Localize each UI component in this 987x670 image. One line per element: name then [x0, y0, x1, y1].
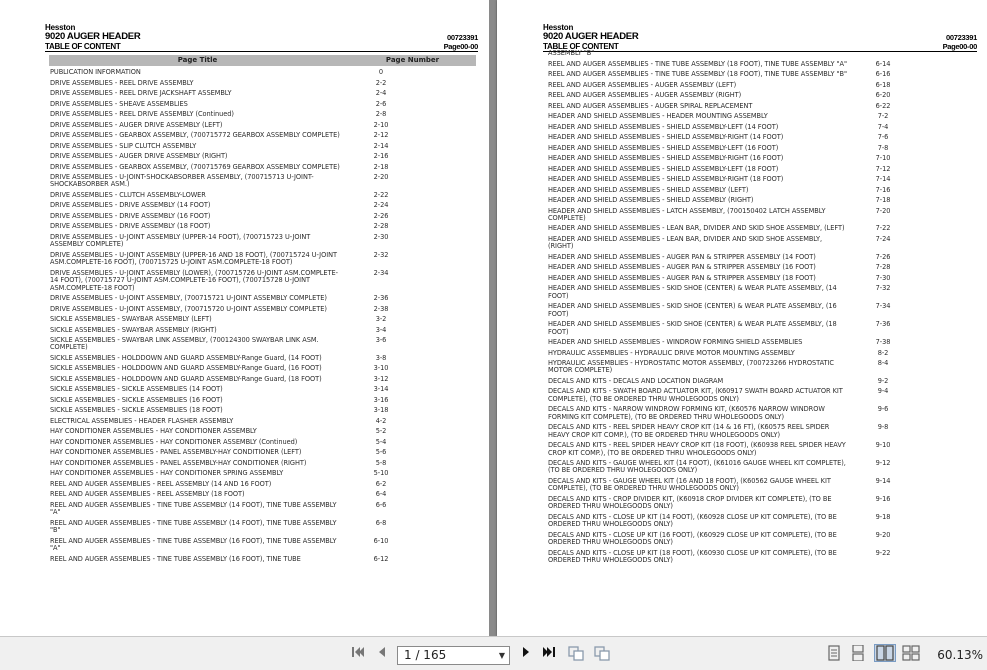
toc-row-page: 2-22 [373, 190, 389, 199]
toc-row-title: SICKLE ASSEMBLIES - HOLDDOWN AND GUARD ASSEMBLY-Range Guard, (16 FOOT) [50, 364, 322, 373]
toc-row-page: 2-16 [373, 152, 389, 160]
toc-row-page: 2-12 [373, 131, 389, 139]
toc-row-title: DRIVE ASSEMBLIES - REEL DRIVE JACKSHAFT ASSEMBLY [50, 89, 232, 97]
doc-number: 00723391 [447, 33, 478, 42]
toc-row[interactable] [0, 538, 489, 556]
toc-row-title: DRIVE ASSEMBLIES - CLUTCH ASSEMBLY-LOWER [50, 190, 206, 199]
toc-row-title: DRIVE ASSEMBLIES - AUGER DRIVE ASSEMBLY (RIGHT) [50, 152, 228, 160]
toc-row[interactable] [497, 406, 987, 424]
toc-row[interactable] [497, 496, 987, 514]
toc-row-title: REEL AND AUGER ASSEMBLIES - TINE TUBE ASSEMBLY (16 FOOT), TINE TUBE [50, 554, 301, 563]
document-title-right: 9020 AUGER HEADER [543, 31, 639, 42]
toc-row-page: 2-36 [373, 294, 389, 303]
toc-row-title: HYDRAULIC ASSEMBLIES - HYDRAULIC DRIVE MOTOR MOUNTING ASSEMBLY [548, 348, 795, 357]
toc-row-title: HEADER AND SHIELD ASSEMBLIES - HEADER MOUNTING ASSEMBLY [548, 112, 768, 120]
toc-row-page: 8-2 [877, 348, 889, 357]
toc-row-title: DECALS AND KITS - NARROW WINDROW FORMING KIT, (K60576 NARROW WINDROW FORMING KIT COMPLETE), (TO BE ORDERED THRU WHOLEGOODS ONLY) [548, 405, 825, 421]
toc-row[interactable] [497, 134, 987, 145]
toc-row-title: HEADER AND SHIELD ASSEMBLIES - AUGER PAN & STRIPPER ASSEMBLY (14 FOOT) [548, 252, 816, 261]
toc-row-page: 7-22 [875, 224, 891, 233]
toc-row[interactable] [497, 236, 987, 254]
toc-row-title: HEADER AND SHIELD ASSEMBLIES - AUGER PAN & STRIPPER ASSEMBLY (16 FOOT) [548, 263, 816, 272]
toc-row-title: DECALS AND KITS - CROP DIVIDER KIT, (K60918 CROP DIVIDER KIT COMPLETE), (TO BE ORDERED THRU WHOLEGOODS ONLY) [548, 494, 832, 511]
toc-row-page: 3-6 [375, 336, 387, 345]
toc-row-title: DRIVE ASSEMBLIES - DRIVE ASSEMBLY (18 FOOT) [50, 222, 211, 231]
toc-row[interactable] [0, 132, 489, 143]
toc-row-page: 2-32 [373, 250, 389, 259]
toc-row-page: 7-8 [877, 143, 889, 152]
toc-row-page: 5-8 [375, 458, 387, 467]
toc-row-page: 7-24 [875, 234, 891, 243]
toc-row-title: HAY CONDITIONER ASSEMBLIES - HAY CONDITIONER SPRING ASSEMBLY [50, 469, 284, 478]
toc-row-page: 6-20 [875, 91, 891, 99]
prev-page-icon[interactable] [374, 645, 390, 661]
toc-row-title: DECALS AND KITS - GAUGE WHEEL KIT (16 AND 18 FOOT), (K60562 GAUGE WHEEL KIT COMPLETE), (TO BE ORDERED THRU WHOLEGOODS ONLY) [548, 476, 831, 493]
toc-row-page: 7-4 [877, 122, 889, 131]
toc-row-title: DECALS AND KITS - CLOSE UP KIT (14 FOOT), (K60928 CLOSE UP KIT COMPLETE), (TO BE ORDERED THRU WHOLEGOODS ONLY) [548, 512, 837, 529]
toc-row[interactable] [497, 303, 987, 321]
toc-row[interactable] [497, 321, 987, 339]
toc-row[interactable] [0, 337, 489, 355]
toc-row-page: 9-8 [877, 423, 889, 432]
toc-heading-right: TABLE OF CONTENT [543, 42, 619, 51]
toc-row-page: 2-34 [373, 268, 389, 277]
toc-row-title: DRIVE ASSEMBLIES - U-JOINT ASSEMBLY (UPPER-14 FOOT), (700715723 U-JOINT ASSEMBLY COMPLETE) [50, 232, 311, 249]
brand-name: Hesston [45, 23, 76, 32]
toc-row-title: DRIVE ASSEMBLIES - U-JOINT-SHOCKABSORBER ASSEMBLY, (700715713 U-JOINT-SHOCKABSORBER ASM.) [50, 173, 314, 189]
toc-row-page: 9-4 [877, 387, 889, 396]
toc-row-page [858, 50, 908, 57]
toc-row-title: SICKLE ASSEMBLIES - SWAYBAR LINK ASSEMBLY, (700124300 SWAYBAR LINK ASM. COMPLETE) [50, 336, 319, 352]
toc-row-title: DECALS AND KITS - GAUGE WHEEL KIT (14 FOOT), (K61016 GAUGE WHEEL KIT COMPLETE), (TO BE ORDERED THRU WHOLEGOODS ONLY) [548, 459, 846, 475]
toc-row-page: 8-4 [877, 359, 889, 368]
toc-row[interactable] [0, 69, 489, 80]
toc-row-title: DRIVE ASSEMBLIES - U-JOINT ASSEMBLY (LOWER), (700715726 U-JOINT ASM.COMPLETE-14 FOOT), (700715727 U-JOINT ASM.COMPLETE-16 FOOT), (700715728 U-JOINT ASM.COMPLETE-18 FOOT) [50, 268, 338, 292]
toc-row-page: 7-18 [875, 196, 891, 204]
toc-row[interactable] [497, 285, 987, 303]
toc-row-page: 2-10 [373, 120, 389, 129]
toc-row-page: 6-18 [875, 80, 891, 89]
toc-row-page: 7-26 [875, 252, 891, 261]
toc-row-title: DECALS AND KITS - SWATH BOARD ACTUATOR KIT, (K60917 SWATH BOARD ACTUATOR KIT COMPLETE), (TO BE ORDERED THRU WHOLEGOODS ONLY) [548, 387, 843, 403]
toc-row-page: 7-36 [875, 320, 891, 329]
toc-row[interactable] [497, 113, 987, 124]
chevron-down-icon[interactable]: ▼ [498, 651, 505, 660]
toc-row-title: DRIVE ASSEMBLIES - U-JOINT ASSEMBLY, (700715721 U-JOINT ASSEMBLY COMPLETE) [50, 294, 327, 303]
toc-row-title: DRIVE ASSEMBLIES - REEL DRIVE ASSEMBLY (Continued) [50, 110, 234, 118]
toc-row-page: 2-30 [373, 232, 389, 241]
toc-row-page: 5-6 [375, 448, 387, 457]
page-number-value: 1 / 165 [404, 648, 447, 662]
toc-row-title: DRIVE ASSEMBLIES - GEARBOX ASSEMBLY, (700715769 GEARBOX ASSEMBLY COMPLETE) [50, 162, 340, 171]
toc-row[interactable] [0, 111, 489, 122]
toc-row-page: 3-12 [373, 374, 389, 383]
toc-row-page: 7-28 [875, 263, 891, 272]
toc-row-page: 3-18 [373, 406, 389, 415]
toc-row-title: REEL AND AUGER ASSEMBLIES - TINE TUBE ASSEMBLY (18 FOOT), TINE TUBE ASSEMBLY "B" [548, 70, 847, 78]
toc-row-title: REEL AND AUGER ASSEMBLIES - TINE TUBE ASSEMBLY (14 FOOT), TINE TUBE ASSEMBLY "B" [50, 518, 337, 535]
toc-row-page: 3-10 [373, 364, 389, 373]
toc-row-page: 9-2 [877, 376, 889, 385]
toc-row-title: REEL AND AUGER ASSEMBLIES - TINE TUBE ASSEMBLY (14 FOOT), TINE TUBE ASSEMBLY "A" [50, 500, 337, 517]
toc-row-page: 2-6 [375, 99, 387, 108]
document-title: 9020 AUGER HEADER [45, 31, 141, 42]
toc-row-page: 9-20 [875, 530, 891, 539]
toc-row-title: DRIVE ASSEMBLIES - REEL DRIVE ASSEMBLY [50, 78, 194, 87]
toc-row-page: 7-12 [875, 164, 891, 173]
toc-row-page: 2-14 [373, 141, 389, 150]
toc-row-page: 7-32 [875, 284, 891, 293]
toc-row-page: 6-2 [375, 479, 387, 488]
toc-row-page: 9-18 [875, 512, 891, 521]
page-right [497, 0, 987, 636]
toc-row-page: 3-8 [375, 353, 387, 362]
toc-row-page: 7-10 [875, 154, 891, 162]
toc-row-page: 6-22 [875, 101, 891, 110]
toc-row-title: DRIVE ASSEMBLIES - GEARBOX ASSEMBLY, (700715772 GEARBOX ASSEMBLY COMPLETE) [50, 131, 340, 139]
toc-row-title: DRIVE ASSEMBLIES - U-JOINT ASSEMBLY, (700715720 U-JOINT ASSEMBLY COMPLETE) [50, 304, 327, 313]
fit-icon[interactable] [594, 645, 610, 661]
column-page-number: Page Number [385, 56, 440, 64]
toc-row-page: 9-6 [877, 405, 889, 414]
toc-row-title: HEADER AND SHIELD ASSEMBLIES - AUGER PAN & STRIPPER ASSEMBLY (18 FOOT) [548, 273, 816, 282]
toc-row-title: HYDRAULIC ASSEMBLIES - HYDROSTATIC MOTOR ASSEMBLY, (700723266 HYDROSTATIC MOTOR COMPLETE) [548, 359, 834, 375]
toc-row[interactable] [497, 197, 987, 208]
toc-row[interactable] [497, 514, 987, 532]
toc-row-page: 7-30 [875, 273, 891, 282]
toc-row-title: REEL AND AUGER ASSEMBLIES - AUGER SPIRAL REPLACEMENT [548, 101, 753, 110]
toc-row-page: 2-20 [373, 173, 389, 181]
page-number-input[interactable] [397, 646, 510, 665]
toc-row-page: 7-38 [875, 338, 891, 347]
toc-row-title: HEADER AND SHIELD ASSEMBLIES - SHIELD ASSEMBLY-LEFT (16 FOOT) [548, 143, 779, 152]
header-rule [45, 51, 478, 52]
toc-row[interactable] [497, 532, 987, 550]
toc-row-page: 2-28 [373, 222, 389, 231]
toc-row-title: DECALS AND KITS - CLOSE UP KIT (16 FOOT), (K60929 CLOSE UP KIT COMPLETE), (TO BE ORDERED THRU WHOLEGOODS ONLY) [548, 530, 837, 547]
page-left [0, 0, 489, 636]
toc-row[interactable] [497, 71, 987, 82]
toc-row-page: 5-10 [373, 469, 389, 478]
toc-row[interactable] [497, 388, 987, 406]
toc-row-page: 6-12 [373, 554, 389, 563]
toc-row-page: 6-8 [375, 518, 387, 527]
toc-row-page: 7-6 [877, 133, 889, 141]
toc-heading: TABLE OF CONTENT [45, 42, 121, 51]
two-page-continuous-icon[interactable] [902, 645, 920, 661]
toc-row[interactable] [0, 556, 489, 567]
toc-row-title: HEADER AND SHIELD ASSEMBLIES - SHIELD ASSEMBLY-RIGHT (16 FOOT) [548, 154, 784, 162]
two-page-view-icon[interactable] [874, 644, 896, 662]
toc-row-title: HEADER AND SHIELD ASSEMBLIES - LEAN BAR, DIVIDER AND SKID SHOE ASSEMBLY, (RIGHT) [548, 234, 823, 251]
toc-row-title: HAY CONDITIONER ASSEMBLIES - PANEL ASSEMBLY-HAY CONDITIONER (LEFT) [50, 448, 302, 457]
toc-row-title: DRIVE ASSEMBLIES - SHEAVE ASSEMBLIES [50, 99, 188, 108]
toc-row[interactable] [497, 550, 987, 568]
toc-row-title: ELECTRICAL ASSEMBLIES - HEADER FLASHER ASSEMBLY [50, 416, 234, 425]
toc-row-page: 6-10 [373, 536, 389, 545]
page-header-right [543, 23, 977, 53]
last-page-icon[interactable] [541, 645, 557, 661]
toc-row-page: 6-14 [875, 59, 891, 68]
toc-row-title: SICKLE ASSEMBLIES - HOLDDOWN AND GUARD ASSEMBLY-Range Guard, (18 FOOT) [50, 374, 322, 383]
page-number-label-right: Page00-00 [942, 42, 977, 51]
toc-row[interactable] [0, 234, 489, 252]
toc-row-page: 6-6 [375, 500, 387, 509]
toc-row-page: 3-16 [373, 395, 389, 404]
toc-row[interactable] [0, 174, 489, 192]
toc-row[interactable] [0, 520, 489, 538]
doc-number-right: 00723391 [946, 33, 977, 42]
toc-row[interactable] [497, 442, 987, 460]
toc-row-page: 9-16 [875, 494, 891, 503]
toc-row-title: HAY CONDITIONER ASSEMBLIES - PANEL ASSEMBLY-HAY CONDITIONER (RIGHT) [50, 458, 307, 467]
toc-row-title: HEADER AND SHIELD ASSEMBLIES - WINDROW FORMING SHIELD ASSEMBLIES [548, 338, 803, 347]
toc-row-title: HEADER AND SHIELD ASSEMBLIES - SHIELD ASSEMBLY (RIGHT) [548, 196, 754, 204]
toc-row-title: DRIVE ASSEMBLIES - U-JOINT ASSEMBLY (UPPER-16 AND 18 FOOT), (700715724 U-JOINT ASM.COMPLETE-16 FOOT), (700715725 U-JOINT ASM.COMPLETE-18 FOOT) [50, 250, 337, 267]
toc-row-title: HEADER AND SHIELD ASSEMBLIES - SHIELD ASSEMBLY (LEFT) [548, 185, 749, 194]
column-header [49, 55, 476, 66]
toc-row-page: 4-2 [375, 416, 387, 425]
toc-row-title: PUBLICATION INFORMATION [50, 68, 141, 76]
toc-row-title: HEADER AND SHIELD ASSEMBLIES - LEAN BAR, DIVIDER AND SKID SHOE ASSEMBLY, (LEFT) [548, 224, 845, 233]
rotate-icon[interactable] [568, 645, 584, 661]
toc-row-title: DRIVE ASSEMBLIES - DRIVE ASSEMBLY (14 FOOT) [50, 201, 211, 210]
toc-row-page: 5-2 [375, 427, 387, 436]
toc-row[interactable] [497, 50, 987, 61]
toc-row-page: 2-4 [375, 89, 387, 97]
doc-code [444, 33, 478, 51]
brand-name-right: Hesston [543, 23, 574, 32]
toc-row-page: 7-20 [875, 206, 891, 215]
toc-row-title: DECALS AND KITS - REEL SPIDER HEAVY CROP KIT (18 FOOT), (K60938 REEL SPIDER HEAVY CROP KIT COMP.), (TO BE ORDERED THRU WHOLEGOODS ONLY) [548, 441, 846, 457]
toc-row-title: SICKLE ASSEMBLIES - SICKLE ASSEMBLIES (16 FOOT) [50, 395, 223, 404]
toc-row-title: HAY CONDITIONER ASSEMBLIES - HAY CONDITIONER ASSEMBLY [50, 427, 257, 436]
toc-row-page: 7-16 [875, 185, 891, 194]
zoom-level[interactable]: 60.13% [937, 648, 983, 662]
toc-row-page: 2-24 [373, 201, 389, 210]
toc-row-title: REEL AND AUGER ASSEMBLIES - TINE TUBE ASSEMBLY (16 FOOT), TINE TUBE ASSEMBLY "A" [50, 536, 337, 553]
toc-row[interactable] [497, 478, 987, 496]
toc-list-right [497, 50, 987, 568]
toc-row-title: DECALS AND KITS - DECALS AND LOCATION DIAGRAM [548, 376, 724, 385]
toc-row[interactable] [497, 460, 987, 478]
toc-row-page: 9-10 [875, 441, 891, 450]
toc-row-title: HEADER AND SHIELD ASSEMBLIES - SKID SHOE (CENTER) & WEAR PLATE ASSEMBLY, (14 FOOT) [548, 284, 837, 300]
toc-row-title: SICKLE ASSEMBLIES - HOLDDOWN AND GUARD ASSEMBLY-Range Guard, (14 FOOT) [50, 353, 322, 362]
toc-row-page: 7-14 [875, 175, 891, 183]
toc-row-page: 9-14 [875, 476, 891, 485]
toc-row-page: 3-14 [373, 385, 389, 394]
toc-row-title: DRIVE ASSEMBLIES - AUGER DRIVE ASSEMBLY (LEFT) [50, 120, 223, 129]
doc-code-right [943, 33, 977, 51]
toc-row-title: SICKLE ASSEMBLIES - SICKLE ASSEMBLIES (18 FOOT) [50, 406, 223, 415]
toc-row-title: REEL AND AUGER ASSEMBLIES - AUGER ASSEMBLY (LEFT) [548, 80, 737, 89]
toc-row-title: ASSEMBLY "B" [548, 49, 595, 57]
toc-row-page: 2-2 [375, 78, 387, 87]
toc-row-title: DRIVE ASSEMBLIES - DRIVE ASSEMBLY (16 FOOT) [50, 211, 211, 220]
toc-row[interactable] [497, 92, 987, 103]
toc-row-title: DRIVE ASSEMBLIES - SLIP CLUTCH ASSEMBLY [50, 141, 197, 150]
toc-row-title: DECALS AND KITS - CLOSE UP KIT (18 FOOT), (K60930 CLOSE UP KIT COMPLETE), (TO BE ORDERED THRU WHOLEGOODS ONLY) [548, 548, 837, 564]
toc-row-title: SICKLE ASSEMBLIES - SICKLE ASSEMBLIES (14 FOOT) [50, 385, 223, 394]
toc-row-title: REEL AND AUGER ASSEMBLIES - TINE TUBE ASSEMBLY (18 FOOT), TINE TUBE ASSEMBLY "A" [548, 59, 847, 68]
toc-row[interactable] [497, 360, 987, 378]
toc-row[interactable] [497, 208, 987, 226]
toc-row-page: 6-4 [375, 490, 387, 499]
toc-row[interactable] [0, 295, 489, 306]
toc-row-title: REEL AND AUGER ASSEMBLIES - REEL ASSEMBLY (18 FOOT) [50, 490, 245, 499]
toc-list-left [0, 69, 489, 566]
toc-row[interactable] [497, 155, 987, 166]
toc-row-title: DECALS AND KITS - REEL SPIDER HEAVY CROP KIT (14 & 16 FT), (K60575 REEL SPIDER HEAVY CROP KIT COMP.), (TO BE ORDERED THRU WHOLEGOODS ONLY) [548, 423, 830, 439]
single-page-view-icon[interactable] [826, 645, 842, 661]
toc-row-title: REEL AND AUGER ASSEMBLIES - AUGER ASSEMBLY (RIGHT) [548, 91, 742, 99]
toc-row-title: HEADER AND SHIELD ASSEMBLIES - SHIELD ASSEMBLY-LEFT (14 FOOT) [548, 122, 779, 131]
toc-row-title: HEADER AND SHIELD ASSEMBLIES - SHIELD ASSEMBLY-RIGHT (14 FOOT) [548, 133, 784, 141]
toc-row-page: 9-12 [875, 459, 891, 468]
page-header [45, 23, 478, 53]
toc-row-page: 5-4 [375, 437, 387, 446]
page-gap [489, 0, 497, 636]
toc-row[interactable] [497, 424, 987, 442]
toc-row-page: 2-38 [373, 304, 389, 313]
continuous-view-icon[interactable] [850, 645, 866, 661]
toc-row[interactable] [0, 90, 489, 101]
page-number-label: Page00-00 [443, 42, 478, 51]
toc-row-page: 9-22 [875, 548, 891, 557]
toc-row-page: 7-2 [877, 112, 889, 120]
toc-row-page: 6-16 [875, 70, 891, 78]
toc-row-title: HAY CONDITIONER ASSEMBLIES - HAY CONDITIONER ASSEMBLY (Continued) [50, 437, 298, 446]
toc-row[interactable] [0, 270, 489, 295]
toc-row-page: 7-34 [875, 302, 891, 311]
toc-row-title: SICKLE ASSEMBLIES - SWAYBAR ASSEMBLY (RIGHT) [50, 325, 217, 334]
next-page-icon[interactable] [518, 645, 534, 661]
first-page-icon[interactable] [350, 645, 366, 661]
column-page-title: Page Title [177, 56, 218, 64]
toc-row-page: 2-18 [373, 162, 389, 171]
toc-row[interactable] [0, 316, 489, 327]
toc-row-title: HEADER AND SHIELD ASSEMBLIES - LATCH ASSEMBLY, (700150402 LATCH ASSEMBLY COMPLETE) [548, 206, 826, 222]
toc-row-title: HEADER AND SHIELD ASSEMBLIES - SKID SHOE (CENTER) & WEAR PLATE ASSEMBLY, (18 FOOT) [548, 320, 837, 336]
toc-row-title: HEADER AND SHIELD ASSEMBLIES - SHIELD ASSEMBLY-LEFT (18 FOOT) [548, 164, 779, 173]
toc-row[interactable] [497, 339, 987, 350]
toc-row-page: 3-2 [375, 315, 387, 324]
toc-row[interactable] [0, 153, 489, 164]
toc-row-title: SICKLE ASSEMBLIES - SWAYBAR ASSEMBLY (LEFT) [50, 315, 212, 324]
toc-row[interactable] [497, 176, 987, 187]
toc-row[interactable] [0, 502, 489, 520]
toc-row-page: 2-26 [373, 211, 389, 220]
toc-row-page: 0 [378, 68, 384, 76]
toc-row-title: HEADER AND SHIELD ASSEMBLIES - SHIELD ASSEMBLY-RIGHT (18 FOOT) [548, 175, 784, 183]
toc-row-title: HEADER AND SHIELD ASSEMBLIES - SKID SHOE (CENTER) & WEAR PLATE ASSEMBLY, (16 FOOT) [548, 302, 837, 318]
toc-row-title: REEL AND AUGER ASSEMBLIES - REEL ASSEMBLY (14 AND 16 FOOT) [50, 479, 272, 488]
toc-row-page: 3-4 [375, 325, 387, 334]
toc-row[interactable] [0, 252, 489, 270]
toc-row-page: 2-8 [375, 110, 387, 118]
